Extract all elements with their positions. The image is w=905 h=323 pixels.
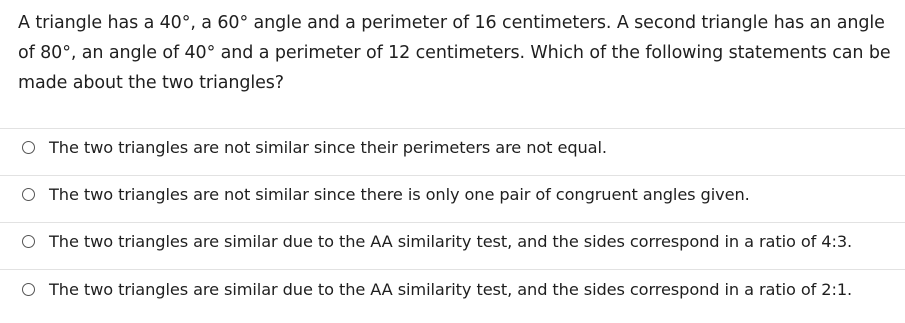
answer-option-label: The two triangles are similar due to the AA similarity test, and the sides correspond in a ratio of 2:1. — [49, 279, 853, 299]
radio-button-icon[interactable] — [22, 235, 35, 248]
divider — [0, 222, 905, 223]
answer-option-4[interactable] — [20, 274, 890, 304]
answer-option-1[interactable] — [20, 132, 890, 162]
radio-button-icon[interactable] — [22, 283, 35, 296]
question-text: A triangle has a 40°, a 60° angle and a perimeter of 16 centimeters. A second triangle has an angle of 80°, an angle of 40° and a perimeter of 12 centimeters. Which of the following statements can be made about the two triangles? — [18, 13, 891, 93]
answer-option-label: The two triangles are not similar since there is only one pair of congruent angles given. — [49, 184, 750, 204]
answer-option-label: The two triangles are not similar since their perimeters are not equal. — [49, 137, 607, 157]
answer-option-2[interactable] — [20, 179, 890, 209]
divider — [0, 269, 905, 270]
answer-option-label: The two triangles are similar due to the AA similarity test, and the sides correspond in a ratio of 4:3. — [49, 231, 853, 251]
answer-option-3[interactable] — [20, 226, 890, 256]
divider — [0, 128, 905, 129]
radio-button-icon[interactable] — [22, 188, 35, 201]
divider — [0, 175, 905, 176]
radio-button-icon[interactable] — [22, 141, 35, 154]
